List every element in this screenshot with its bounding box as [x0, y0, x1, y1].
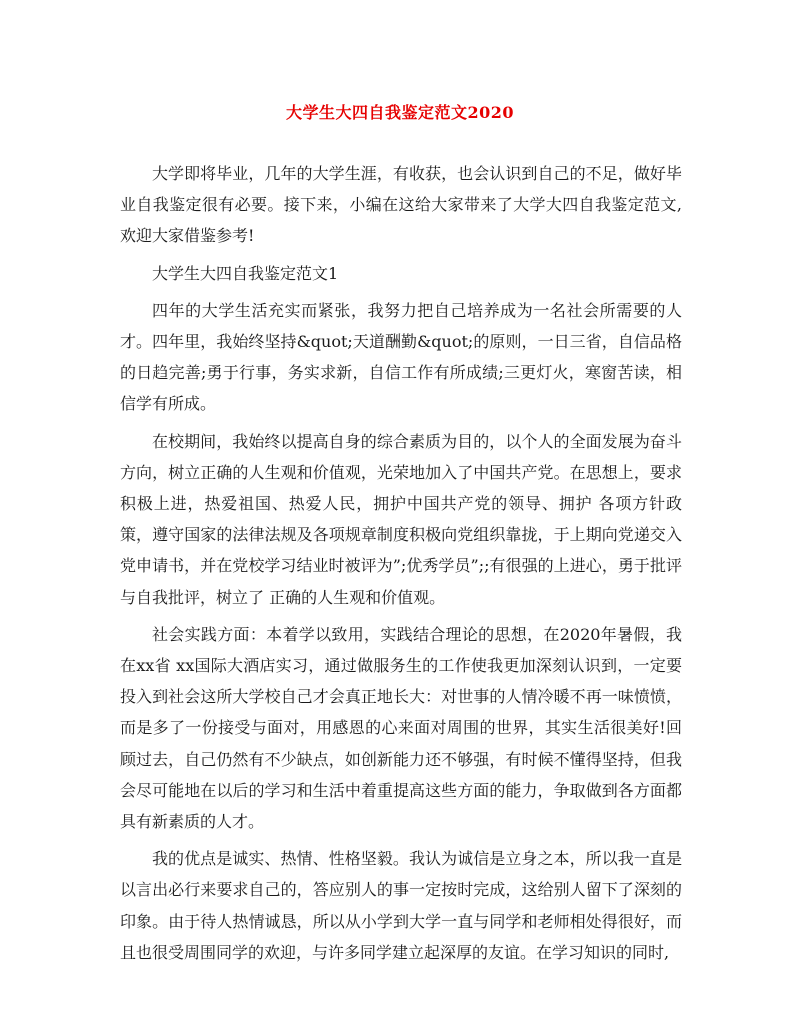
document-body [120, 152, 682, 968]
body-paragraph: 四年的大学生活充实而紧张，我努力把自己培养成为一名社会所需要的人才。四年里，我始终坚持&quot;天道酬勤&quot;的原则，一日三省，自信品格的日趋完善;勇于行事，务实求新，自信工作有所成绩;三更灯火，寒窗苦读，相信学有所成。 [120, 300, 682, 414]
body-paragraph: 我的优点是诚实、热情、性格坚毅。我认为诚信是立身之本，所以我一直是以言出必行来要求自己的，答应别人的事一定按时完成，这给别人留下了深刻的印象。由于待人热情诚恳，所以从小学到大学一直与同学和老师相处得很好，而且也很受周围同学的欢迎，与许多同学建立起深厚的友谊。在学习知识的同时, [120, 849, 682, 962]
body-paragraph: 在校期间，我始终以提高自身的综合素质为目的，以个人的全面发展为奋斗方向，树立正确的人生观和价值观，光荣地加入了中国共产党。在思想上，要求积极上进，热爱祖国、热爱人民，拥护中国共产党的领导、拥护 各项方针政策，遵守国家的法律法规及各项规章制度积极向党组织靠拢，于上期向党递交入党申请书，并在党校学习结业时被评为”;优秀学员”;;有很强的上进心，勇于批评与自我批评，树立了 正确的人生观和价值观。 [120, 431, 682, 607]
document-title: 大学生大四自我鉴定范文2020 [285, 103, 515, 122]
section-heading: 大学生大四自我鉴定范文1 [152, 263, 339, 283]
body-paragraph: 社会实践方面：本着学以致用，实践结合理论的思想，在2020年暑假，我在xx省 xx国际大酒店实习，通过做服务生的工作使我更加深刻认识到，一定要投入到社会这所大学校自己才会真正地长大：对世事的人情冷暖不再一味愤愤，而是多了一份接受与面对，用感恩的心来面对周围的世界，其实生活很美好!回顾过去，自己仍然有不少缺点，如创新能力还不够强，有时候不懂得坚持，但我会尽可能地在以后的学习和生活中着重提高这些方面的能力，争取做到各方面都具有新素质的人才。 [120, 624, 682, 832]
intro-paragraph: 大学即将毕业，几年的大学生涯，有收获，也会认识到自己的不足，做好毕业自我鉴定很有必要。接下来，小编在这给大家带来了大学大四自我鉴定范文,欢迎大家借鉴参考! [120, 164, 682, 246]
